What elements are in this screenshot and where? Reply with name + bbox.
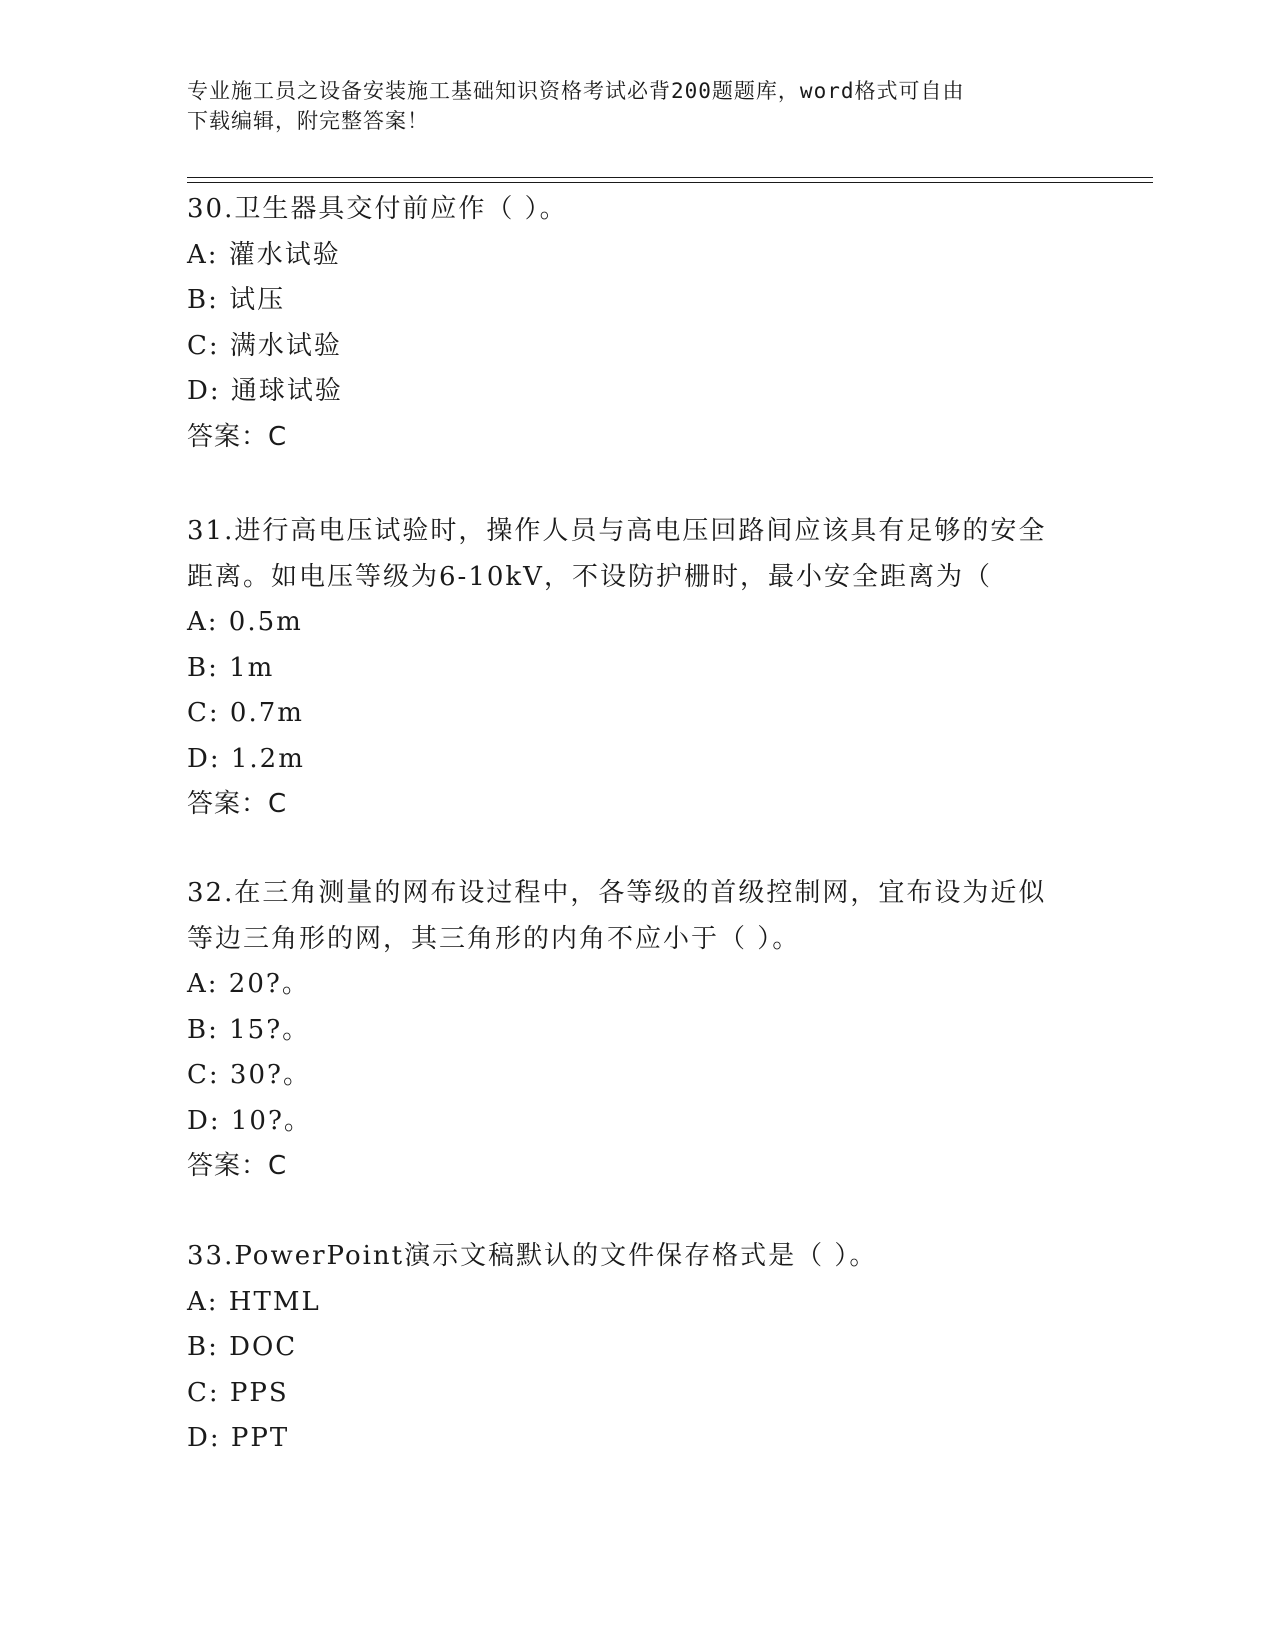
option-b: B: DOC — [187, 1332, 298, 1362]
option-a: A: 0.5m — [187, 607, 303, 637]
option-d: D: 通球试验 — [187, 376, 343, 406]
option-a: A: HTML — [187, 1286, 321, 1317]
question-stem: 33.PowerPoint演示文稿默认的文件保存格式是（ ）。 — [187, 1241, 878, 1271]
option-a: A: 灌水试验 — [187, 239, 341, 270]
option-b: B: 试压 — [187, 285, 286, 315]
header-line-2: 下载编辑，附完整答案！ — [187, 109, 429, 133]
document-header — [187, 76, 1067, 136]
question-stem: 30.卫生器具交付前应作（ ）。 — [187, 194, 568, 224]
question-33 — [187, 1234, 1087, 1462]
header-divider-top — [187, 177, 1153, 178]
option-d: D: 1.2m — [187, 743, 305, 774]
question-31 — [187, 509, 1087, 828]
option-d: D: 10?。 — [187, 1105, 312, 1136]
option-b: B: 1m — [187, 652, 275, 683]
option-a: A: 20?。 — [187, 969, 310, 999]
answer: 答案：C — [187, 789, 288, 819]
answer: 答案：C — [187, 1151, 288, 1181]
question-stem-line-2: 距离。如电压等级为6-10kV，不设防护栅时，最小安全距离为（ — [187, 561, 992, 592]
question-32 — [187, 871, 1087, 1190]
option-c: C: 满水试验 — [187, 330, 342, 361]
question-stem-line-1: 32.在三角测量的网布设过程中，各等级的首级控制网，宜布设为近似 — [187, 878, 1047, 908]
question-30 — [187, 187, 1087, 460]
option-c: C: 30?。 — [187, 1060, 311, 1090]
question-stem-line-2: 等边三角形的网，其三角形的内角不应小于（ ）。 — [187, 923, 801, 954]
option-c: C: PPS — [187, 1377, 289, 1408]
option-b: B: 15?。 — [187, 1014, 311, 1045]
option-d: D: PPT — [187, 1423, 290, 1453]
answer: 答案：C — [187, 421, 288, 452]
header-divider-bottom — [187, 182, 1153, 183]
option-c: C: 0.7m — [187, 698, 304, 728]
header-line-1: 专业施工员之设备安装施工基础知识资格考试必背200题题库，word格式可自由 — [187, 79, 965, 103]
question-stem-line-1: 31.进行高电压试验时，操作人员与高电压回路间应该具有足够的安全 — [187, 516, 1047, 546]
